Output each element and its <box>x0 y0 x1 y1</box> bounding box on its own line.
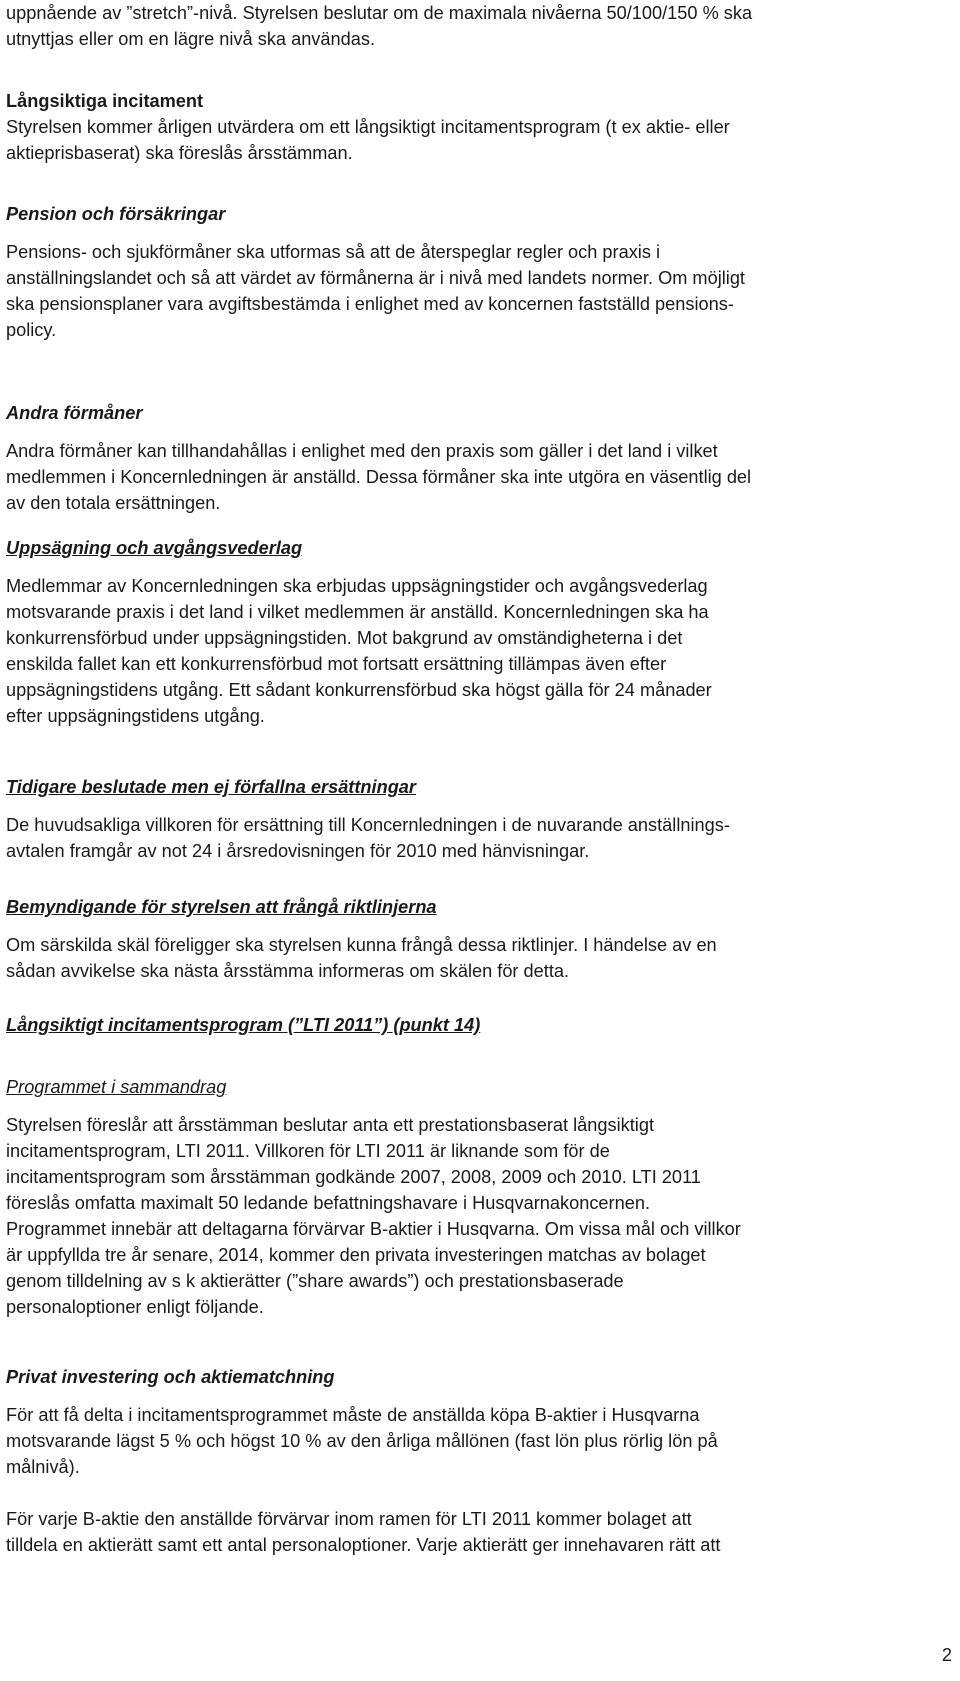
section-lti-program <box>6 1012 480 1038</box>
section-heading: Tidigare beslutade men ej förfallna ersättningar <box>6 777 416 797</box>
section-line: Om särskilda skäl föreligger ska styrelsen kunna frångå dessa riktlinjer. I händelse av en <box>6 935 717 955</box>
section-other-benefits <box>6 400 751 516</box>
section-line: målnivå). <box>6 1457 80 1477</box>
section-line: incitamentsprogram, LTI 2011. Villkoren för LTI 2011 är liknande som för de <box>6 1141 610 1161</box>
section-previous-decisions <box>6 774 730 864</box>
intro-line: utnyttjas eller om en lägre nivå ska användas. <box>6 29 376 49</box>
section-line: enskilda fallet kan ett konkurrensförbud mot fortsatt ersättning tillämpas även efter <box>6 654 667 674</box>
section-line: avtalen framgår av not 24 i årsredovisningen för 2010 med hänvisningar. <box>6 841 590 861</box>
section-heading: Programmet i sammandrag <box>6 1077 227 1097</box>
section-termination <box>6 535 712 729</box>
intro-line: uppnående av ”stretch”-nivå. Styrelsen beslutar om de maximala nivåerna 50/100/150 % ska <box>6 3 753 23</box>
section-line: Medlemmar av Koncernledningen ska erbjudas uppsägningstider och avgångsvederlag <box>6 576 708 596</box>
section-line: av den totala ersättningen. <box>6 493 221 513</box>
section-line: Styrelsen kommer årligen utvärdera om ett långsiktigt incitamentsprogram (t ex aktie- eller <box>6 117 730 137</box>
section-line: aktieprisbaserat) ska föreslås årsstämman. <box>6 143 353 163</box>
section-line: personaloptioner enligt följande. <box>6 1297 264 1317</box>
section-line: anställningslandet och så att värdet av förmånerna är i nivå med landets normer. Om möjligt <box>6 268 745 288</box>
section-line: motsvarande lägst 5 % och högst 10 % av den årliga mållönen (fast lön plus rörlig lön på <box>6 1431 718 1451</box>
section-line: För att få delta i incitamentsprogrammet måste de anställda köpa B-aktier i Husqvarna <box>6 1405 700 1425</box>
intro-block <box>6 0 752 52</box>
section-line: konkurrensförbud under uppsägningstiden. Mot bakgrund av omständigheterna i det <box>6 628 683 648</box>
section-heading: Andra förmåner <box>6 403 143 423</box>
section-program-summary <box>6 1074 741 1320</box>
section-line: policy. <box>6 320 57 340</box>
section-line: genom tilldelning av s k aktierätter (”share awards”) och prestationsbaserade <box>6 1271 624 1291</box>
section-line: efter uppsägningstidens utgång. <box>6 706 265 726</box>
section-line: För varje B-aktie den anställde förvärvar inom ramen för LTI 2011 kommer bolaget att <box>6 1509 692 1529</box>
section-line: medlemmen i Koncernledningen är anställd. Dessa förmåner ska inte utgöra en väsentlig del <box>6 467 752 487</box>
section-line: Styrelsen föreslår att årsstämman beslutar anta ett prestationsbaserat långsiktigt <box>6 1115 654 1135</box>
section-heading: Privat investering och aktiematchning <box>6 1367 335 1387</box>
section-line: motsvarande praxis i det land i vilket medlemmen är anställd. Koncernledningen ska ha <box>6 602 709 622</box>
section-private-investment <box>6 1364 720 1558</box>
section-heading: Uppsägning och avgångsvederlag <box>6 538 303 558</box>
section-line: sådan avvikelse ska nästa årsstämma informeras om skälen för detta. <box>6 961 570 981</box>
section-line: ska pensionsplaner vara avgiftsbestämda i enlighet med av koncernen fastställd pensions- <box>6 294 734 314</box>
section-heading: Pension och försäkringar <box>6 204 226 224</box>
section-line: Andra förmåner kan tillhandahållas i enlighet med den praxis som gäller i det land i vilket <box>6 441 718 461</box>
section-line: Programmet innebär att deltagarna förvärvar B-aktier i Husqvarna. Om vissa mål och villkor <box>6 1219 741 1239</box>
section-line: De huvudsakliga villkoren för ersättning till Koncernledningen i de nuvarande anställnings- <box>6 815 730 835</box>
section-pension <box>6 201 745 343</box>
section-line: Pensions- och sjukförmåner ska utformas så att de återspeglar regler och praxis i <box>6 242 661 262</box>
page-number: 2 <box>941 1645 952 1665</box>
section-line: uppsägningstidens utgång. Ett sådant konkurrensförbud ska högst gälla för 24 månader <box>6 680 712 700</box>
section-line: föreslås omfatta maximalt 50 ledande befattningshavare i Husqvarnakoncernen. <box>6 1193 651 1213</box>
section-line: är uppfyllda tre år senare, 2014, kommer den privata investeringen matchas av bolaget <box>6 1245 706 1265</box>
program-heading: Långsiktigt incitamentsprogram (”LTI 2011”) (punkt 14) <box>6 1015 481 1035</box>
section-heading: Långsiktiga incitament <box>6 91 204 111</box>
section-long-term-incentives <box>6 88 730 166</box>
section-line: incitamentsprogram som årsstämman godkände 2007, 2008, 2009 och 2010. LTI 2011 <box>6 1167 701 1187</box>
section-heading: Bemyndigande för styrelsen att frångå riktlinjerna <box>6 897 437 917</box>
section-line: tilldela en aktierätt samt ett antal personaloptioner. Varje aktierätt ger innehavaren rätt att <box>6 1535 721 1555</box>
section-authorization <box>6 894 717 984</box>
